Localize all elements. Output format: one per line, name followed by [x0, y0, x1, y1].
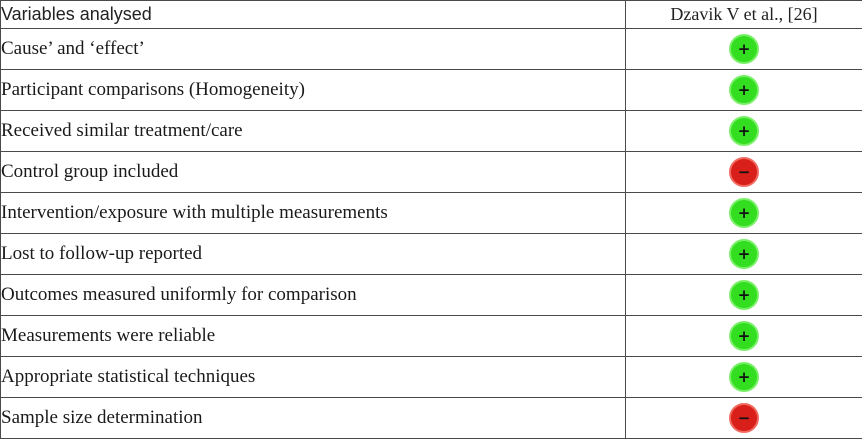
plus-sign: +: [738, 286, 751, 304]
judgement-cell: [626, 234, 862, 275]
table-row: [1, 152, 862, 193]
variable-label: Outcomes measured uniformly for comparison: [1, 275, 626, 316]
plus-sign: +: [738, 327, 751, 345]
variable-label: Lost to follow-up reported: [1, 234, 626, 275]
judgement-cell: [626, 357, 862, 398]
judgement-cell: [626, 275, 862, 316]
variable-label: Control group included: [1, 152, 626, 193]
judgement-cell: [626, 316, 862, 357]
plus-sign: +: [738, 204, 751, 222]
variable-label: Sample size determination: [1, 398, 626, 439]
variable-label: Appropriate statistical techniques: [1, 357, 626, 398]
judgement-cell: [626, 70, 862, 111]
plus-sign: +: [738, 245, 751, 263]
minus-sign: −: [738, 163, 751, 181]
variable-label: Participant comparisons (Homogeneity): [1, 70, 626, 111]
minus-sign: −: [738, 409, 751, 427]
variable-label: Received similar treatment/care: [1, 111, 626, 152]
variable-label: Cause’ and ‘effect’: [1, 29, 626, 70]
plus-sign: +: [738, 40, 751, 58]
table-row: [1, 357, 862, 398]
study-column-header: Dzavik V et al., [26]: [626, 1, 862, 29]
table-row: [1, 316, 862, 357]
judgement-cell: [626, 152, 862, 193]
plus-circle-icon: [729, 239, 759, 269]
table-row: [1, 70, 862, 111]
header-row: [1, 1, 862, 29]
table-row: [1, 193, 862, 234]
plus-circle-icon: [729, 116, 759, 146]
table-row: [1, 234, 862, 275]
plus-circle-icon: [729, 34, 759, 64]
variable-label: Intervention/exposure with multiple measurements: [1, 193, 626, 234]
table-row: [1, 29, 862, 70]
table-row: [1, 398, 862, 439]
plus-sign: +: [738, 122, 751, 140]
plus-sign: +: [738, 368, 751, 386]
plus-sign: +: [738, 81, 751, 99]
plus-circle-icon: [729, 321, 759, 351]
table-row: [1, 111, 862, 152]
plus-circle-icon: [729, 280, 759, 310]
variable-label: Measurements were reliable: [1, 316, 626, 357]
variables-column-header: Variables analysed: [1, 1, 626, 29]
table-row: [1, 275, 862, 316]
plus-circle-icon: [729, 362, 759, 392]
judgement-cell: [626, 398, 862, 439]
judgement-cell: [626, 111, 862, 152]
judgement-cell: [626, 29, 862, 70]
minus-circle-icon: [729, 403, 759, 433]
plus-circle-icon: [729, 75, 759, 105]
plus-circle-icon: [729, 198, 759, 228]
judgement-cell: [626, 193, 862, 234]
minus-circle-icon: [729, 157, 759, 187]
